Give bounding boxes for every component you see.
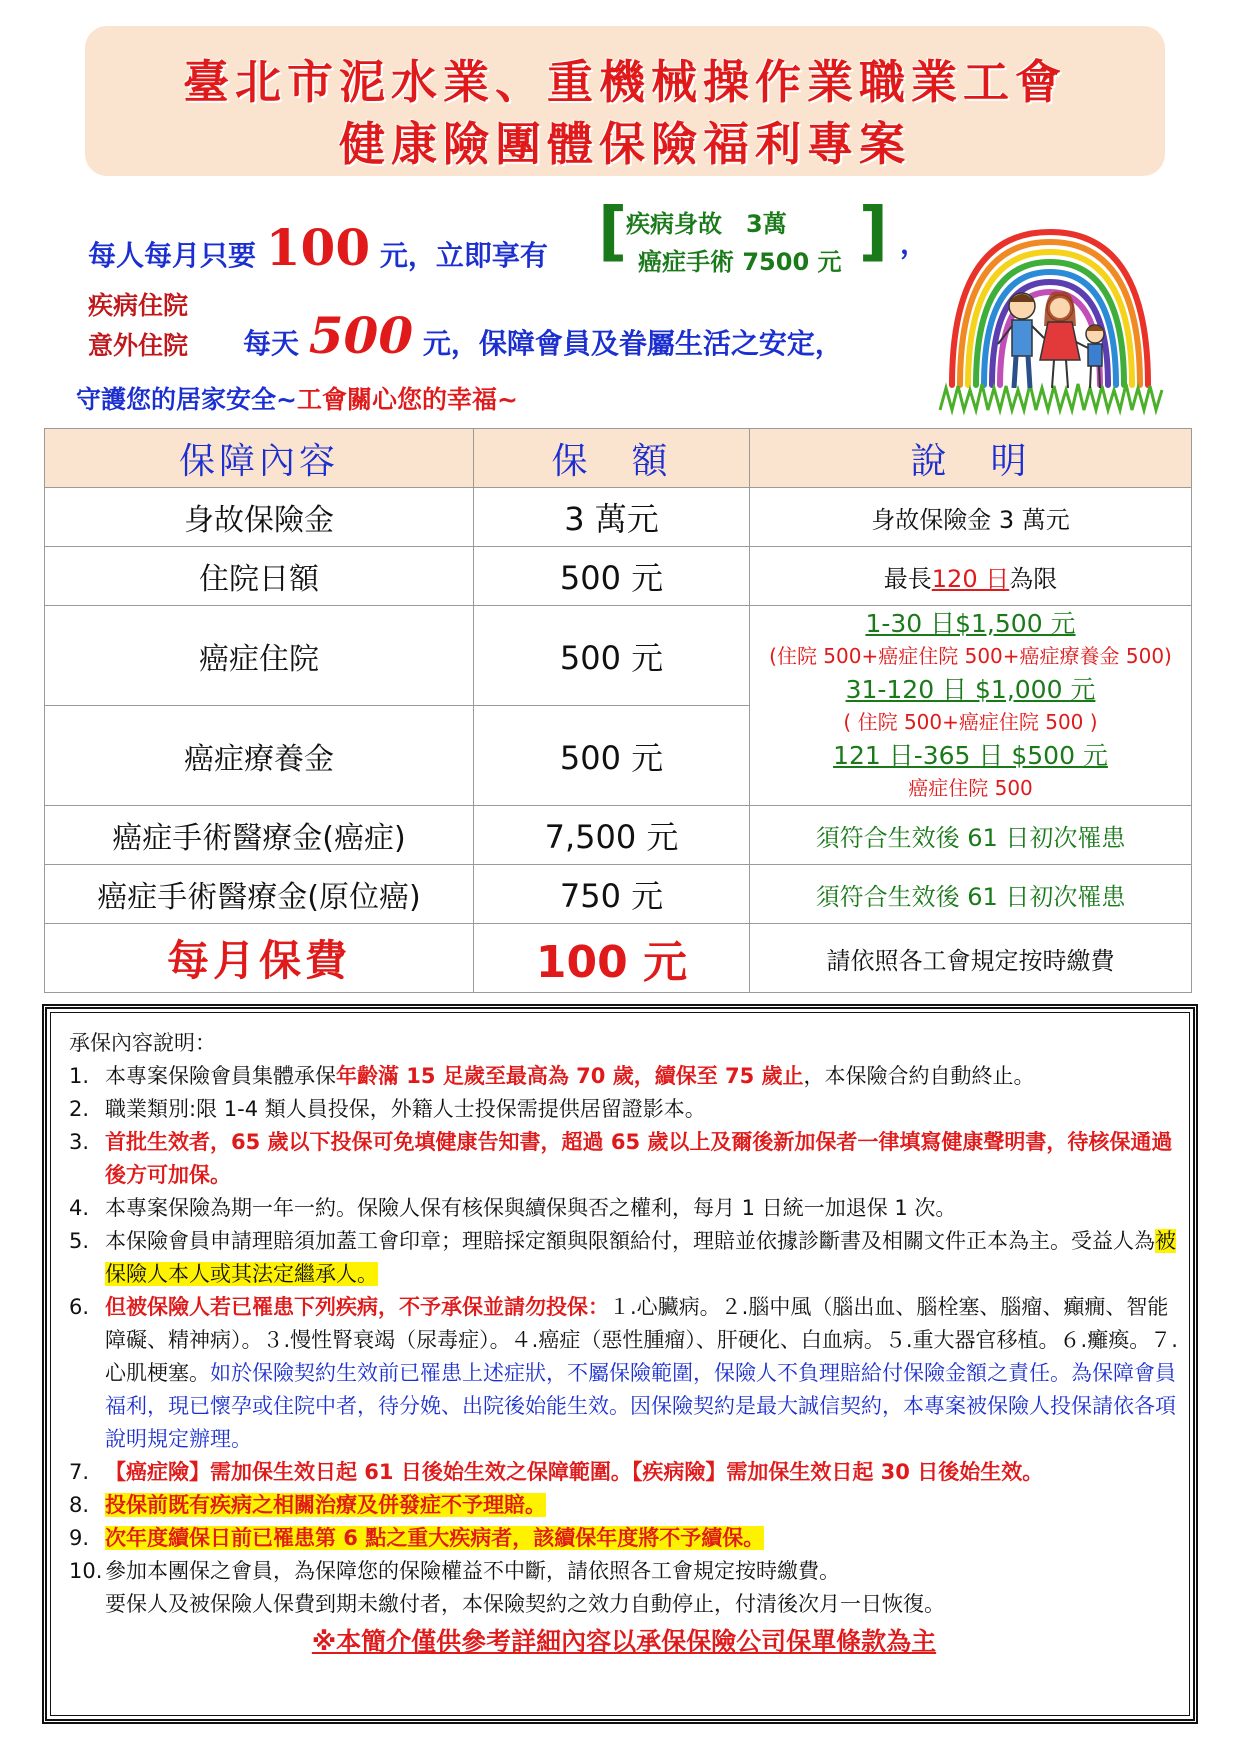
cancer-notes-cell bbox=[750, 606, 1192, 806]
row-amount: 500 元 bbox=[474, 547, 750, 606]
term-text-a: 本專案保險會員集體承保 bbox=[105, 1064, 336, 1088]
row-note bbox=[750, 547, 1192, 606]
disclaimer-note: ※本簡介僅供參考詳細內容以承保保險公司保單條款為主 bbox=[311, 1627, 937, 1656]
cancer-note-4: ( 住院 500+癌症住院 500 ) bbox=[843, 709, 1098, 734]
row-amount: 500 元 bbox=[474, 706, 750, 806]
table-header-row bbox=[45, 429, 1192, 488]
title-line-1: 臺北市泥水業、重機械操作業職業工會 bbox=[183, 55, 1067, 109]
terms-content bbox=[69, 1027, 1179, 1658]
row-item: 癌症手術醫療金(癌症) bbox=[45, 806, 474, 865]
brace-line-1: 疾病身故 3萬 bbox=[626, 210, 787, 238]
header-description: 說 明 bbox=[750, 429, 1192, 488]
term-text-b: 要保人及被保險人保費到期未繳付者，本保險契約之效力自動停止，付清後次月一日恢復。 bbox=[105, 1592, 945, 1616]
brace-line-2: 癌症手術 7500 元 bbox=[638, 248, 842, 276]
term-num: 6. bbox=[69, 1295, 90, 1319]
term-item-7 bbox=[69, 1456, 1179, 1489]
term-item-4 bbox=[69, 1192, 1179, 1225]
table-row bbox=[45, 806, 1192, 865]
slogan-part-a: 守護您的居家安全~ bbox=[76, 385, 297, 414]
row-item: 癌症手術醫療金(原位癌) bbox=[45, 865, 474, 924]
row-amount: 3 萬元 bbox=[474, 488, 750, 547]
row-item: 癌症住院 bbox=[45, 606, 474, 706]
table-row bbox=[45, 865, 1192, 924]
premium-row bbox=[45, 924, 1192, 993]
row-note-part-c: 為限 bbox=[1009, 564, 1058, 593]
row-item: 癌症療養金 bbox=[45, 706, 474, 806]
term-text-b: 年齡滿 15 足歲至最高為 70 歲，續保至 75 歲止 bbox=[336, 1064, 804, 1088]
table-row bbox=[45, 488, 1192, 547]
row-amount: 500 元 bbox=[474, 606, 750, 706]
table-row bbox=[45, 547, 1192, 606]
promo-comma: ， bbox=[900, 227, 929, 260]
term-text-c: ，本保險合約自動終止。 bbox=[803, 1064, 1035, 1088]
cancer-note-5: 121 日-365 日 $500 元 bbox=[833, 740, 1108, 770]
term-item-1 bbox=[69, 1060, 1179, 1093]
row-note: 身故保險金 3 萬元 bbox=[750, 488, 1192, 547]
left-bracket: [ bbox=[598, 195, 628, 269]
term-num: 5. bbox=[69, 1229, 90, 1253]
promo-per-month-prefix: 每人每月只要 bbox=[88, 239, 257, 272]
term-text-a: 但被保險人若已罹患下列疾病，不予承保並請勿投保： bbox=[105, 1295, 609, 1319]
term-num: 2. bbox=[69, 1097, 90, 1121]
term-num: 7. bbox=[69, 1460, 90, 1484]
terms-title: 承保內容說明： bbox=[69, 1031, 216, 1055]
term-text-a: 本專案保險為期一年一約。保險人保有核保與續保與否之權利，每月 1 日統一加退保 1 次。 bbox=[105, 1196, 957, 1220]
cancer-note-1: 1-30 日$1,500 元 bbox=[865, 608, 1076, 638]
title-line-2: 健康險團體保險福利專案 bbox=[339, 117, 911, 171]
term-item-10 bbox=[69, 1555, 1179, 1621]
promo-daily-prefix: 每天 bbox=[243, 327, 300, 360]
row-amount: 7,500 元 bbox=[474, 806, 750, 865]
cancer-note-2: (住院 500+癌症住院 500+癌症療養金 500) bbox=[769, 643, 1172, 668]
term-text-b: 被保險人本人或其法定繼承人。 bbox=[105, 1229, 1176, 1286]
term-num: 4. bbox=[69, 1196, 90, 1220]
term-text-a: 【癌症險】需加保生效日起 61 日後始生效之保障範圍。【疾病險】需加保生效日起 30 日後始生效。 bbox=[105, 1460, 1044, 1484]
promo-daily-suffix: 元，保障會員及眷屬生活之安定， bbox=[422, 327, 843, 360]
header-coverage: 保障內容 bbox=[45, 429, 474, 488]
family-rainbow-illustration bbox=[930, 210, 1170, 420]
promo-line-1 bbox=[88, 218, 548, 277]
row-note: 須符合生效後 61 日初次罹患 bbox=[750, 806, 1192, 865]
table-row bbox=[45, 606, 1192, 706]
promo-line-2 bbox=[243, 306, 843, 365]
promo-daily-amount: 500 bbox=[308, 306, 414, 365]
cancer-note-6: 癌症住院 500 bbox=[908, 775, 1033, 800]
hosp-label-2: 意外住院 bbox=[88, 331, 189, 360]
term-item-3 bbox=[69, 1126, 1179, 1192]
term-item-9 bbox=[69, 1522, 1179, 1555]
term-num: 9. bbox=[69, 1526, 90, 1550]
cancer-note-3: 31-120 日 $1,000 元 bbox=[845, 674, 1096, 704]
term-text-a: 本保險會員申請理賠須加蓋工會印章；理賠採定額與限額給付，理賠並依據診斷書及相關文件正本為主。受益人為 bbox=[105, 1229, 1155, 1253]
term-text-b: １.心臟病。２.腦中風（腦出血、腦栓塞、腦瘤、癲癇、智能障礙、精神病）。３.慢性腎衰竭（尿毒症）。４.癌症（惡性腫瘤）、肝硬化、白血病。５.重大器官移植。６.癱瘓。７.心肌梗塞。 bbox=[105, 1295, 1178, 1385]
term-item-2 bbox=[69, 1093, 1179, 1126]
slogan-part-b: 工會關心您的幸福~ bbox=[296, 385, 518, 414]
right-bracket: ] bbox=[858, 195, 888, 269]
term-item-6 bbox=[69, 1291, 1179, 1456]
term-text-a: 職業類別:限 1-4 類人員投保，外籍人士投保需提供居留證影本。 bbox=[105, 1097, 706, 1121]
term-text-a: 參加本團保之會員，為保障您的保險權益不中斷，請依照各工會規定按時繳費。 bbox=[105, 1559, 840, 1583]
row-item: 身故保險金 bbox=[45, 488, 474, 547]
term-text-c: 如於保險契約生效前已罹患上述症狀，不屬保險範圍，保險人不負理賠給付保險金額之責任。為保障會員福利，現已懷孕或住院中者，待分娩、出院後始能生效。因保險契約是最大誠信契約，本專案被保險人投保請依各項說明規定辦理。 bbox=[105, 1361, 1176, 1451]
term-num: 1. bbox=[69, 1064, 90, 1088]
term-text-a: 次年度續保日前已罹患第 6 點之重大疾病者，該續保年度將不予續保。 bbox=[105, 1526, 765, 1550]
term-num: 3. bbox=[69, 1130, 90, 1154]
promo-per-month-suffix: 元，立即享有 bbox=[379, 239, 548, 272]
header-amount: 保 額 bbox=[474, 429, 750, 488]
row-item: 住院日額 bbox=[45, 547, 474, 606]
premium-amount: 100 元 bbox=[474, 924, 750, 993]
premium-label: 每月保費 bbox=[45, 924, 474, 993]
promo-brace-box bbox=[598, 195, 888, 278]
term-num: 10. bbox=[69, 1559, 103, 1583]
term-text-a: 首批生效者，65 歲以下投保可免填健康告知書，超過 65 歲以上及爾後新加保者一律填寫健康聲明書，待核保通過後方可加保。 bbox=[105, 1130, 1173, 1187]
term-text-a: 投保前既有疾病之相關治療及併發症不予理賠。 bbox=[105, 1493, 546, 1517]
term-item-8 bbox=[69, 1489, 1179, 1522]
slogan bbox=[76, 380, 518, 416]
hosp-label-1: 疾病住院 bbox=[88, 291, 189, 320]
term-num: 8. bbox=[69, 1493, 90, 1517]
row-note: 須符合生效後 61 日初次罹患 bbox=[750, 865, 1192, 924]
premium-note: 請依照各工會規定按時繳費 bbox=[750, 924, 1192, 993]
row-note-part-a: 最長 bbox=[883, 564, 932, 593]
promo-per-month-amount: 100 bbox=[265, 218, 371, 277]
row-note-part-b: 120 日 bbox=[931, 564, 1010, 593]
row-amount: 750 元 bbox=[474, 865, 750, 924]
title-banner bbox=[85, 26, 1165, 176]
coverage-table bbox=[44, 428, 1192, 993]
term-item-5 bbox=[69, 1225, 1179, 1291]
terms-box bbox=[42, 1004, 1198, 1724]
